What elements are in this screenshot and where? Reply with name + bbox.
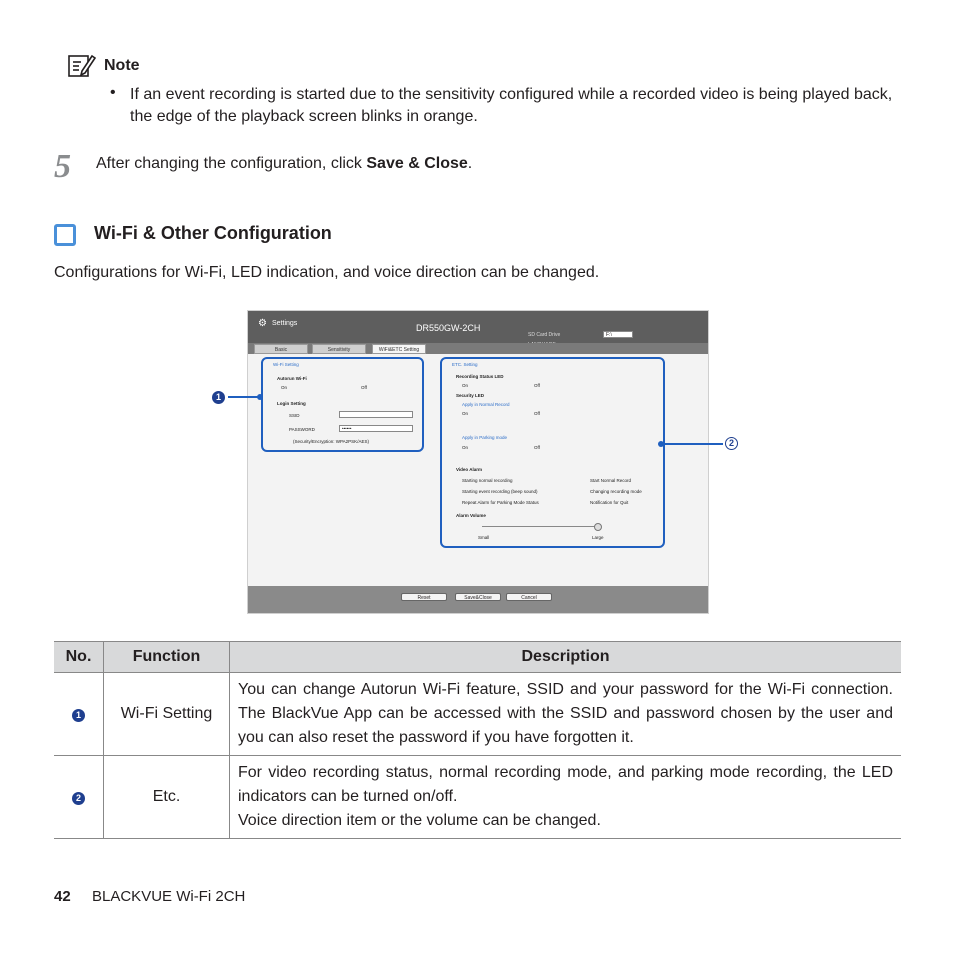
volume-slider[interactable] — [482, 526, 600, 527]
screenshot-model: DR550GW-2CH — [416, 323, 481, 333]
table-header-row — [54, 642, 901, 673]
autorun-on[interactable]: On — [281, 385, 288, 390]
callout-2: 2 — [725, 437, 738, 450]
tab-sensitivity[interactable]: Sensitivity — [312, 344, 366, 354]
normal-on[interactable]: On — [462, 411, 469, 416]
table-row — [54, 673, 901, 756]
apply-parking-label: Apply in Parking mode — [462, 435, 508, 440]
row-description-line: For video recording status, normal recording mode, and parking mode recording, the LED indicators can be turned on/off. — [238, 764, 893, 805]
tab-wifi-etc[interactable]: WiFi&ETC Setting — [372, 344, 426, 354]
voice-item[interactable]: Repeat Alarm for Parking Mode Status — [462, 500, 539, 505]
security-note: (Security/Encryption: WPA2PSK/AES) — [293, 439, 369, 444]
sd-card-select[interactable]: F:\ — [603, 331, 633, 338]
row-function: Etc. — [104, 756, 230, 839]
step-text-before: After changing the configuration, click — [96, 155, 367, 172]
row-number-cell — [54, 756, 104, 839]
apply-normal-label: Apply in Normal Record — [462, 402, 510, 407]
section-intro: Configurations for Wi-Fi, LED indication, and voice direction can be changed. — [54, 264, 600, 281]
password-value: •••••• — [342, 426, 352, 431]
voice-item[interactable]: Changing recording mode — [590, 489, 642, 494]
header-function: Function — [104, 642, 230, 673]
parking-off[interactable]: Off — [534, 445, 540, 450]
wifi-setting-panel — [261, 357, 424, 452]
bullet-point: • — [110, 84, 116, 101]
settings-screenshot — [247, 310, 709, 614]
note-icon — [68, 53, 96, 79]
ssid-input[interactable] — [339, 411, 413, 418]
row-function: Wi-Fi Setting — [104, 673, 230, 756]
gear-icon: ⚙ — [258, 318, 267, 329]
voice-item[interactable]: Notification for Quit — [590, 500, 629, 505]
cancel-button[interactable]: Cancel — [506, 593, 552, 601]
row-description — [230, 756, 902, 839]
table-row — [54, 756, 901, 839]
voice-label: Video Alarm — [456, 467, 483, 472]
callout-1-line — [228, 396, 260, 398]
callout-1: 1 — [212, 391, 225, 404]
wifi-panel-title: Wi-Fi Setting — [273, 362, 299, 367]
volume-small-label: Small — [478, 535, 490, 540]
row-number: 1 — [72, 709, 85, 722]
rec-led-label: Recording Status LED — [456, 374, 504, 379]
save-close-button[interactable]: Save&Close — [455, 593, 501, 601]
voice-item[interactable]: Start Normal Record — [590, 478, 632, 483]
password-label: PASSWORD — [289, 427, 315, 432]
header-description: Description — [230, 642, 902, 673]
security-led-label: Security LED — [456, 393, 485, 398]
note-title: Note — [104, 57, 140, 74]
section-title: Wi-Fi & Other Configuration — [94, 223, 332, 243]
password-input[interactable] — [339, 425, 413, 432]
voice-item[interactable]: Starting event recording (beep sound) — [462, 489, 538, 494]
tab-basic[interactable]: Basic — [254, 344, 308, 354]
volume-large-label: Large — [592, 535, 604, 540]
screenshot-settings-label: Settings — [272, 320, 298, 327]
ssid-label: SSID — [289, 413, 300, 418]
note-text: If an event recording is started due to the sensitivity configured while a recorded video is being played back, the edge of the playback screen blinks in orange. — [130, 86, 893, 125]
callout-2-line — [661, 443, 723, 445]
step-text-after: . — [467, 155, 473, 172]
rec-led-off[interactable]: Off — [534, 383, 540, 388]
step-text — [96, 155, 472, 173]
etc-panel-title: ETC. Setting — [452, 362, 478, 367]
volume-slider-handle[interactable] — [594, 523, 602, 531]
row-description-line: Voice direction item or the volume can be changed. — [238, 812, 601, 829]
volume-label: Alarm Volume — [456, 513, 486, 518]
voice-item[interactable]: Starting normal recording — [462, 478, 513, 483]
row-number: 2 — [72, 792, 85, 805]
step-text-bold: Save & Close — [366, 155, 468, 172]
section-marker-icon — [54, 224, 76, 246]
function-table — [54, 641, 901, 839]
page-number: 42 — [54, 888, 71, 905]
step-number: 5 — [54, 148, 71, 185]
parking-on[interactable]: On — [462, 445, 469, 450]
sd-card-label: SD Card Drive — [528, 332, 561, 338]
row-description: You can change Autorun Wi-Fi feature, SSID and your password for the Wi-Fi connection. The BlackVue App can be accessed with the SSID and password chosen by the user and you can also reset the password if you have forgotten it. — [230, 673, 902, 756]
row-number-cell — [54, 673, 104, 756]
login-label: Login Setting — [277, 401, 306, 406]
normal-off[interactable]: Off — [534, 411, 540, 416]
header-no: No. — [54, 642, 104, 673]
rec-led-on[interactable]: On — [462, 383, 469, 388]
etc-setting-panel — [440, 357, 665, 548]
autorun-label: Autorun Wi-Fi — [277, 376, 307, 381]
page-footer-title: BLACKVUE Wi-Fi 2CH — [92, 888, 246, 905]
reset-button[interactable]: Reset — [401, 593, 447, 601]
callout-1-dot — [257, 394, 263, 400]
autorun-off[interactable]: Off — [361, 385, 367, 390]
